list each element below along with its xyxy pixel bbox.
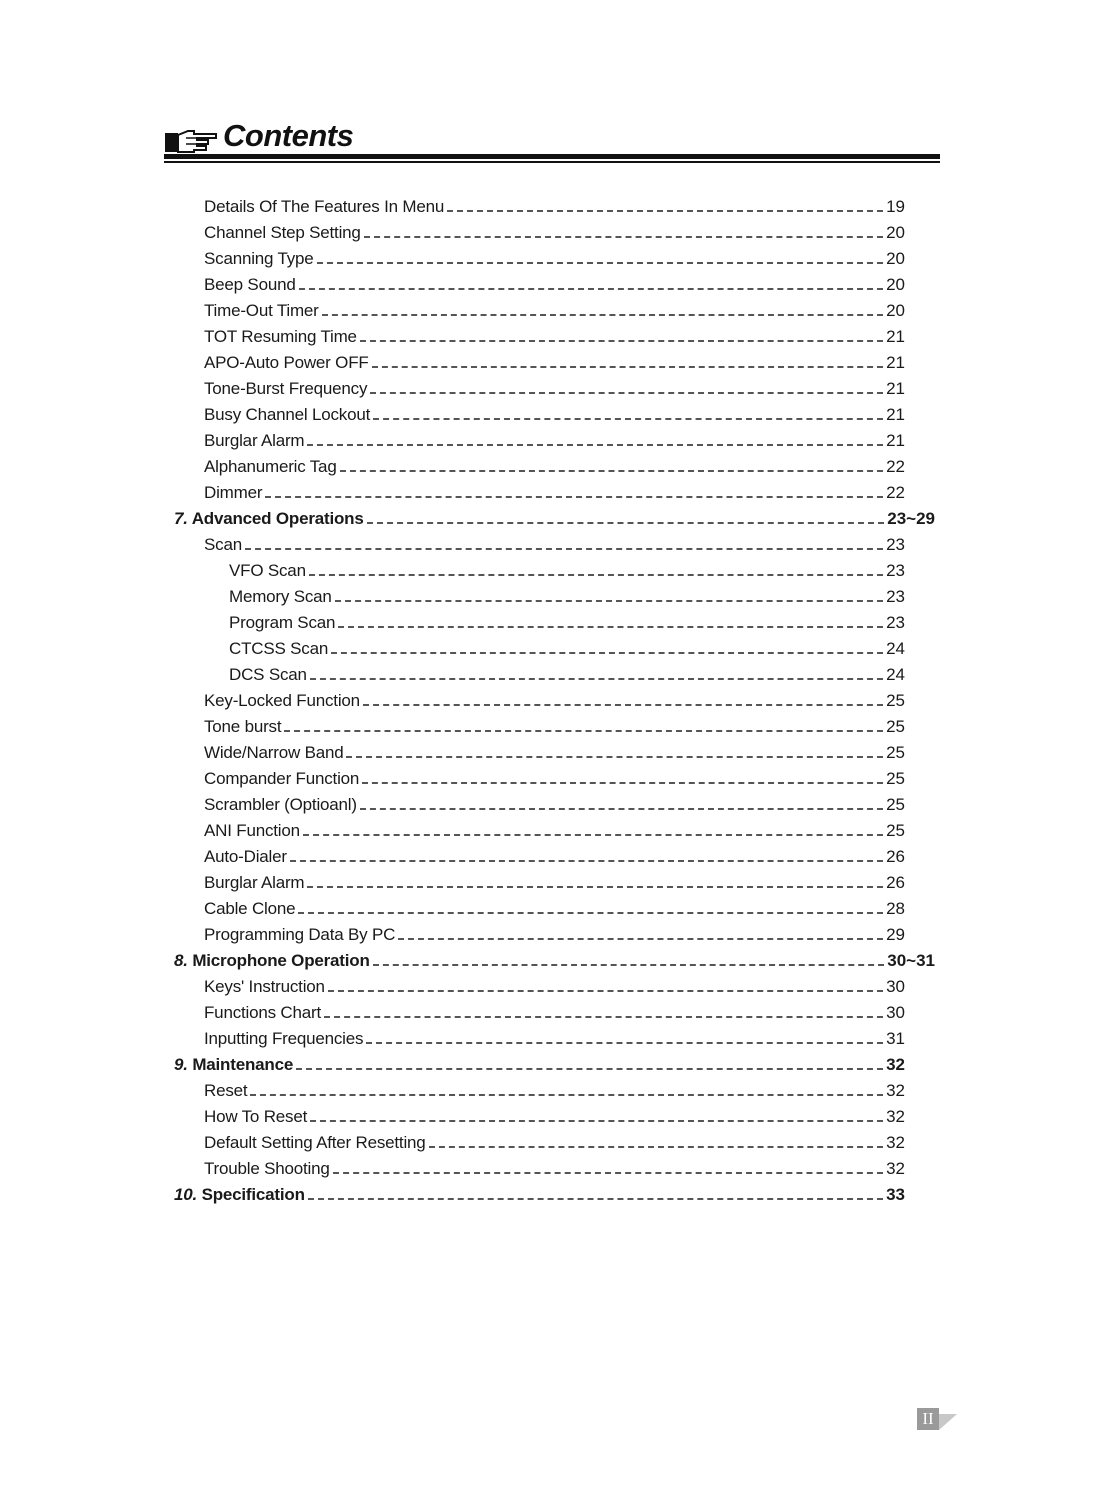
- toc-page-number: 21: [886, 353, 905, 372]
- toc-entry: [204, 896, 905, 922]
- dot-leader: [307, 444, 883, 446]
- toc-label: [204, 194, 444, 220]
- toc-page-number: 25: [886, 717, 905, 736]
- toc-page-number: 32: [886, 1133, 905, 1152]
- dot-leader: [360, 808, 883, 810]
- toc-page-number: 25: [886, 795, 905, 814]
- toc-label: [204, 1130, 426, 1156]
- dot-leader: [324, 1016, 883, 1018]
- dot-leader: [284, 730, 883, 732]
- toc-page-number: 32: [886, 1081, 905, 1100]
- toc-label-text: Scanning Type: [204, 249, 314, 268]
- toc-page-number: 29: [886, 925, 905, 944]
- toc-label: [204, 1156, 330, 1182]
- toc-entry: [204, 1078, 905, 1104]
- toc-entry: [204, 480, 905, 506]
- toc-page-number: 26: [886, 873, 905, 892]
- toc-page-number: 28: [886, 899, 905, 918]
- toc-label-text: Memory Scan: [229, 587, 332, 606]
- dot-leader: [298, 912, 883, 914]
- dot-leader: [367, 522, 885, 524]
- toc-entry: [204, 974, 905, 1000]
- toc-page-number: 26: [886, 847, 905, 866]
- toc-page-number: 24: [886, 639, 905, 658]
- toc-label: [204, 480, 262, 506]
- toc-label: [204, 376, 367, 402]
- page-title: Contents: [223, 118, 354, 153]
- toc-entry: [204, 1156, 905, 1182]
- toc-entry: [204, 220, 905, 246]
- toc-label: [229, 558, 306, 584]
- toc-entry: [204, 1000, 905, 1026]
- dot-leader: [373, 964, 885, 966]
- toc-label: [204, 714, 281, 740]
- toc-page-number: 32: [886, 1107, 905, 1126]
- toc-entry: [204, 818, 905, 844]
- dot-leader: [346, 756, 883, 758]
- toc-page-number: 20: [886, 275, 905, 294]
- toc-label: [204, 350, 369, 376]
- dot-leader: [373, 418, 883, 420]
- toc-label: [204, 532, 242, 558]
- toc-entry: [204, 402, 905, 428]
- dot-leader: [360, 340, 883, 342]
- toc-page-number: 22: [886, 457, 905, 476]
- toc-label: [229, 584, 332, 610]
- toc-label: [204, 844, 287, 870]
- dot-leader: [372, 366, 884, 368]
- toc-label: [229, 610, 335, 636]
- dot-leader: [265, 496, 883, 498]
- toc-section: [174, 506, 935, 532]
- toc-label: [204, 272, 296, 298]
- toc-label-text: ANI Function: [204, 821, 300, 840]
- toc-page-number: 25: [886, 691, 905, 710]
- dot-leader: [245, 548, 883, 550]
- toc-label: [204, 974, 325, 1000]
- toc-page-number: 30: [886, 977, 905, 996]
- toc-label-text: Specification: [201, 1185, 305, 1204]
- toc-entry: [204, 194, 905, 220]
- dot-leader: [310, 1120, 883, 1122]
- toc-page-number: 21: [886, 431, 905, 450]
- toc-label: [204, 402, 370, 428]
- toc-label-text: VFO Scan: [229, 561, 306, 580]
- toc-section: [174, 948, 935, 974]
- toc-label-text: Functions Chart: [204, 1003, 321, 1022]
- toc-label-text: Inputting Frequencies: [204, 1029, 364, 1048]
- toc-entry: [204, 298, 905, 324]
- dot-leader: [366, 1042, 883, 1044]
- toc-label-text: Scrambler (Optioanl): [204, 795, 357, 814]
- toc-label-text: Cable Clone: [204, 899, 296, 918]
- toc-entry: [204, 792, 905, 818]
- toc-entry: [204, 246, 905, 272]
- dot-leader: [362, 782, 883, 784]
- toc-entry: [229, 584, 905, 610]
- dot-leader: [447, 210, 883, 212]
- toc-page-number: 20: [886, 301, 905, 320]
- toc-label-text: Key-Locked Function: [204, 691, 360, 710]
- dot-leader: [303, 834, 883, 836]
- toc-label: [204, 922, 395, 948]
- toc-entry: [229, 558, 905, 584]
- toc-label-text: Details Of The Features In Menu: [204, 197, 445, 216]
- toc-label: [204, 896, 295, 922]
- toc-label: [204, 766, 359, 792]
- dot-leader: [335, 600, 883, 602]
- toc-label-text: CTCSS Scan: [229, 639, 329, 658]
- toc-entry: [204, 350, 905, 376]
- dot-leader: [296, 1068, 883, 1070]
- toc-entry: [204, 272, 905, 298]
- toc-label-text: Burglar Alarm: [204, 431, 305, 450]
- toc-label: [204, 298, 319, 324]
- toc-label-text: Wide/Narrow Band: [204, 743, 344, 762]
- toc-entry: [204, 922, 905, 948]
- toc-label-text: Compander Function: [204, 769, 360, 788]
- toc-entry: [204, 428, 905, 454]
- toc-entry: [204, 688, 905, 714]
- toc-section: [174, 1052, 905, 1078]
- dot-leader: [308, 1198, 883, 1200]
- page-badge-tail-icon: [939, 1414, 957, 1430]
- toc-page-number: 23: [886, 535, 905, 554]
- toc-entry: [204, 376, 905, 402]
- toc-entry: [204, 454, 905, 480]
- toc-label: [174, 1052, 293, 1078]
- toc-page-number: 23~29: [887, 509, 935, 528]
- dot-leader: [290, 860, 883, 862]
- toc-label-text: Keys' Instruction: [204, 977, 325, 996]
- toc-label: [204, 870, 304, 896]
- toc-section-number: 7.: [174, 509, 188, 528]
- toc-label: [204, 428, 304, 454]
- toc-entry: [229, 662, 905, 688]
- toc-page-number: 25: [886, 769, 905, 788]
- toc-label-text: Beep Sound: [204, 275, 296, 294]
- toc-page-number: 21: [886, 327, 905, 346]
- toc-label: [204, 740, 343, 766]
- toc-label: [174, 948, 370, 974]
- dot-leader: [340, 470, 884, 472]
- toc-page-number: 19: [886, 197, 905, 216]
- toc-entry: [204, 740, 905, 766]
- toc-entry: [229, 610, 905, 636]
- dot-leader: [333, 1172, 883, 1174]
- toc-label-text: Scan: [204, 535, 242, 554]
- toc-entry: [204, 870, 905, 896]
- toc-label-text: Time-Out Timer: [204, 301, 319, 320]
- dot-leader: [331, 652, 883, 654]
- pointing-hand-icon: [164, 126, 218, 156]
- toc-label-text: Default Setting After Resetting: [204, 1133, 426, 1152]
- dot-leader: [250, 1094, 883, 1096]
- toc-page-number: 20: [886, 249, 905, 268]
- toc-label-text: DCS Scan: [229, 665, 307, 684]
- toc-label-text: Auto-Dialer: [204, 847, 287, 866]
- toc-label: [204, 246, 314, 272]
- toc-label: [204, 1000, 321, 1026]
- toc-label-text: Advanced Operations: [191, 509, 364, 528]
- toc-label-text: Dimmer: [204, 483, 263, 502]
- toc-page-number: 21: [886, 405, 905, 424]
- dot-leader: [309, 574, 883, 576]
- header-rule-thin: [164, 161, 940, 163]
- toc-section-number: 9.: [174, 1055, 188, 1074]
- toc-label-text: How To Reset: [204, 1107, 308, 1126]
- toc-page-number: 30~31: [887, 951, 935, 970]
- dot-leader: [317, 262, 884, 264]
- toc-label: [204, 818, 300, 844]
- dot-leader: [370, 392, 883, 394]
- dot-leader: [429, 1146, 884, 1148]
- toc-entry: [204, 324, 905, 350]
- toc-label-text: Programming Data By PC: [204, 925, 396, 944]
- toc-page-number: 23: [886, 613, 905, 632]
- toc-page-number: 23: [886, 587, 905, 606]
- toc-page-number: 30: [886, 1003, 905, 1022]
- toc-page-number: 20: [886, 223, 905, 242]
- toc-section-number: 10.: [174, 1185, 198, 1204]
- toc-label: [174, 506, 364, 532]
- toc-label-text: Busy Channel Lockout: [204, 405, 371, 424]
- toc-page-number: 23: [886, 561, 905, 580]
- toc-label: [204, 792, 357, 818]
- dot-leader: [307, 886, 883, 888]
- toc-label: [204, 220, 361, 246]
- dot-leader: [364, 236, 883, 238]
- toc-label-text: Microphone Operation: [192, 951, 370, 970]
- toc-label-text: Burglar Alarm: [204, 873, 305, 892]
- toc-entry: [204, 1026, 905, 1052]
- toc-page-number: 31: [886, 1029, 905, 1048]
- toc-section: [174, 1182, 905, 1208]
- toc-page-number: 21: [886, 379, 905, 398]
- toc-label-text: Tone-Burst Frequency: [204, 379, 368, 398]
- toc-label: [174, 1182, 305, 1208]
- toc-label-text: Program Scan: [229, 613, 336, 632]
- dot-leader: [338, 626, 883, 628]
- dot-leader: [310, 678, 883, 680]
- dot-leader: [322, 314, 883, 316]
- page-number-badge: II: [917, 1408, 939, 1430]
- toc-entry: [204, 1130, 905, 1156]
- toc-label: [229, 636, 328, 662]
- toc-entry: [204, 532, 905, 558]
- toc-page-number: 25: [886, 821, 905, 840]
- dot-leader: [328, 990, 883, 992]
- toc-label: [204, 1026, 363, 1052]
- dot-leader: [299, 288, 883, 290]
- toc-label-text: Trouble Shooting: [204, 1159, 330, 1178]
- toc-entry: [204, 844, 905, 870]
- toc-label-text: APO-Auto Power OFF: [204, 353, 369, 372]
- toc-label-text: Maintenance: [192, 1055, 294, 1074]
- toc-label: [204, 454, 337, 480]
- toc-page-number: 22: [886, 483, 905, 502]
- toc-label-text: Alphanumeric Tag: [204, 457, 337, 476]
- toc-entry: [204, 1104, 905, 1130]
- dot-leader: [398, 938, 883, 940]
- toc-entry: [204, 766, 905, 792]
- toc-label-text: Channel Step Setting: [204, 223, 361, 242]
- toc-label-text: TOT Resuming Time: [204, 327, 357, 346]
- toc-entry: [204, 714, 905, 740]
- toc-section-number: 8.: [174, 951, 188, 970]
- toc-label: [204, 324, 357, 350]
- toc-label: [204, 688, 360, 714]
- toc-page-number: 33: [886, 1185, 905, 1204]
- dot-leader: [363, 704, 883, 706]
- toc-label: [229, 662, 307, 688]
- toc-label-text: Tone burst: [204, 717, 282, 736]
- header-rule: [164, 154, 940, 159]
- toc-page-number: 25: [886, 743, 905, 762]
- toc-page-number: 24: [886, 665, 905, 684]
- toc-entry: [229, 636, 905, 662]
- toc-label: [204, 1078, 247, 1104]
- toc-page-number: 32: [886, 1159, 905, 1178]
- toc-label-text: Reset: [204, 1081, 248, 1100]
- toc-page-number: 32: [886, 1055, 905, 1074]
- toc-label: [204, 1104, 307, 1130]
